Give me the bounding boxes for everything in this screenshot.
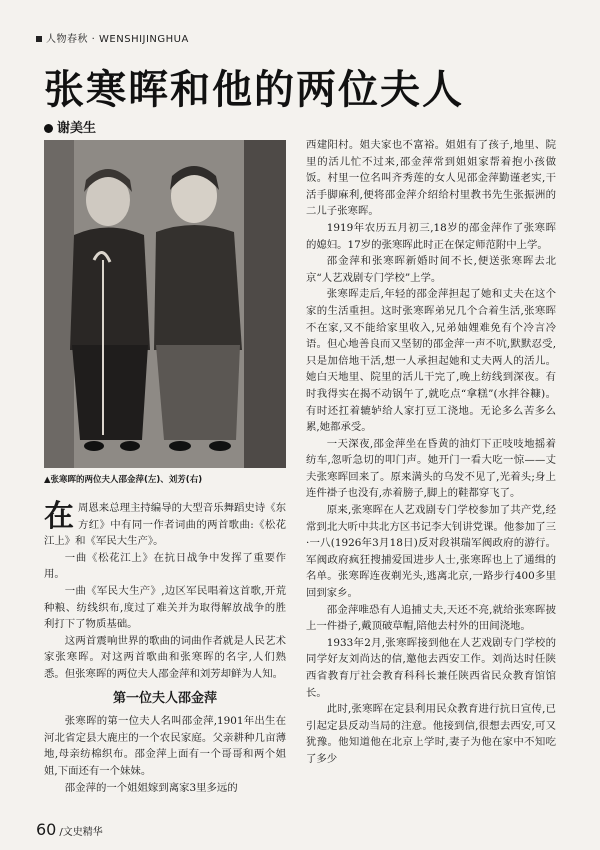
- paragraph: 在周恩来总理主持编导的大型音乐舞蹈史诗《东方红》中有同一作者词曲的两首歌曲:《松花江上》和《军民大生产》。: [44, 499, 286, 548]
- author-line: [44, 117, 96, 136]
- paragraph: 一曲《军民大生产》,边区军民唱着这首歌,开荒种粮、纺线织布,度过了难关并为取得解放战争的胜利打下了物质基础。: [44, 584, 286, 631]
- paragraph: 一天深夜,邵金萍坐在昏黄的油灯下正吱吱地摇着纺车,忽听急切的叩门声。她开门一看大吃一惊——丈夫张寒晖回来了。原来满头的乌发不见了,光着头;身上连件褂子也没有,赤着膀子,脚上的鞋都穿飞了。: [306, 437, 556, 500]
- page-footer: [36, 820, 103, 839]
- paragraph: 张寒晖走后,年轻的邵金萍担起了她和丈夫在这个家的生活重担。这时张寒晖弟兄几个合着生活,张寒晖不在家,又不能给家里收入,兄弟妯娌难免有个冷言冷语。但心地善良而又坚韧的邵金萍一声不吭,默默忍受,只是加倍地干活,想一人承担起她和丈夫两人的活儿。她白天地里、院里的活儿干完了,晚上纺线到深夜。有时我得实在揭不动锅午了,就吃点“拿糕”(水拌谷糠)。有时还扛着辘轳给人家打豆工浇地。无论多么苦多么累,她都承受。: [306, 288, 556, 434]
- paragraph: 一曲《松花江上》在抗日战争中发挥了重要作用。: [44, 551, 286, 581]
- paragraph: 西建阳村。姐夫家也不富裕。姐姐有了孩子,地里、院里的活儿忙不过来,邵金萍常到姐姐家帮着抱小孩做饭。村里一位名叫齐秀莲的女人见邵金萍勤谨老实,干活手脚麻利,便将邵金萍介绍给村里教书先生张振洲的二儿子张寒晖。: [306, 139, 556, 218]
- article-title: 张寒晖和他的两位夫人: [44, 67, 464, 113]
- magazine-name: /文史精华: [59, 827, 103, 838]
- section-heading: 第一位夫人邵金萍: [112, 690, 217, 706]
- column-label: 人物春秋 · WENSHIJINGHUA: [46, 34, 189, 45]
- paragraph: 这两首震响世界的歌曲的词曲作者就是人民艺术家张寒晖。对这两首歌曲和张寒晖的名字,人们熟悉。但张寒晖的两位夫人邵金萍和刘芳却鲜为人知。: [44, 634, 286, 680]
- paragraph: 此时,张寒晖在定县利用民众教育进行抗日宣传,已引起定县反动当局的注意。他接到信,很想去西安,可又犹豫。他知道他在北京上学时,妻子为他在家中不知吃了多少: [306, 703, 556, 765]
- page-number: 60: [36, 820, 57, 839]
- author-name: 谢美生: [57, 121, 97, 136]
- square-bullet-icon: [36, 36, 42, 42]
- paragraph: 原来,张寒晖在人艺戏剧专门学校参加了共产党,经常到北大听中共北方区书记李大钊讲党课。他参加了三·一八(1926年3月18日)反对段祺瑞军阀政府的游行。军阀政府疯狂搜捕爱国进步人士,张寒晖也上了通缉的名单。张寒晖连夜剃光头,逃离北京,一路步行400多里回到家乡。: [306, 504, 556, 600]
- column-header: [36, 30, 189, 45]
- photo-caption: ▲张寒晖的两位夫人邵金萍(左)、刘芳(右): [44, 475, 203, 485]
- right-column: [306, 137, 556, 768]
- portrait-illustration: [44, 140, 286, 468]
- paragraph: 邵金萍和张寒晖新婚时间不长,便送张寒晖去北京“人艺戏剧专门学校”上学。: [306, 255, 556, 284]
- portrait-photo: [44, 140, 286, 468]
- dropcap: 在: [44, 499, 74, 534]
- bullet-dot-icon: [44, 124, 53, 133]
- paragraph: 邵金萍唯恐有人追捕丈夫,天还不亮,就给张寒晖披上一件褂子,戴顶破草帽,陪他去村外的田间浇地。: [306, 603, 556, 633]
- paragraph: 1919年农历五月初三,18岁的邵金萍作了张寒晖的媳妇。17岁的张寒晖此时正在保定师范附中上学。: [306, 221, 556, 251]
- paragraph: 张寒晖的第一位夫人名叫邵金萍,1901年出生在河北省定县大鹿庄的一个农民家庭。父亲耕种几亩薄地,母亲纺棉织布。邵金萍上面有一个哥哥和两个姐姐,下面还有一个妹妹。: [44, 715, 286, 777]
- paragraph: 1933年2月,张寒晖接到他在人艺戏剧专门学校的同学好友刘尚达的信,邀他去西安工作。刘尚达时任陕西省教育厅社会教育科科长兼任陕西省民众教育馆馆长。: [306, 636, 556, 699]
- paragraph: 邵金萍的一个姐姐嫁到离家3里多远的: [64, 781, 238, 794]
- left-column: [44, 500, 286, 796]
